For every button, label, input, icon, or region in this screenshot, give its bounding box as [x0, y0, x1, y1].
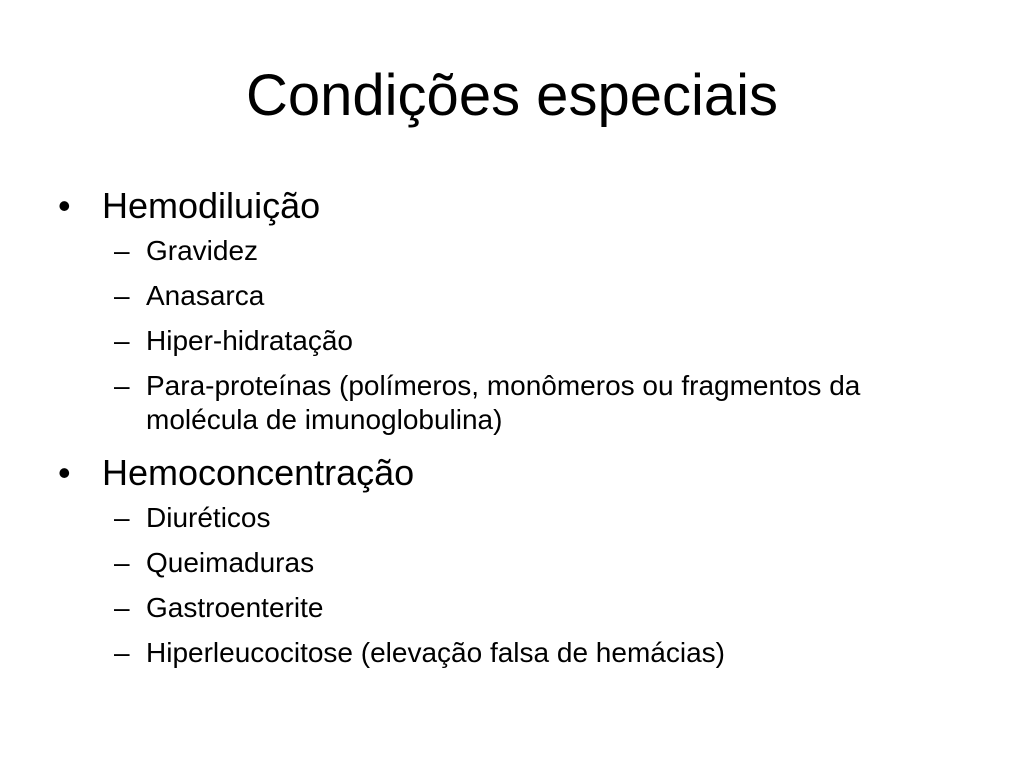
sub-item-label: Diuréticos — [146, 502, 271, 533]
sub-item — [58, 546, 958, 580]
dash-icon: – — [114, 637, 130, 668]
dash-icon: – — [114, 325, 130, 356]
bullet-item — [58, 182, 958, 230]
sub-item-label: Gastroenterite — [146, 592, 324, 623]
sub-item-label: Gravidez — [146, 235, 259, 266]
sub-item — [58, 234, 958, 268]
dash-icon: – — [114, 280, 130, 311]
sub-item — [58, 369, 958, 437]
sub-item-label: Hiperleucocitose (elevação falsa de hemácias) — [146, 637, 725, 668]
sub-item-label: Hiper-hidratação — [146, 325, 353, 356]
sub-item — [58, 324, 958, 358]
sub-item-label: Queimaduras — [146, 547, 315, 578]
dash-icon: – — [114, 502, 130, 533]
bullet-label: Hemoconcentração — [102, 452, 415, 493]
sub-item — [58, 501, 958, 535]
bullet-icon: • — [58, 185, 71, 226]
bullet-group-hemoconcentracao — [58, 449, 958, 670]
sub-list — [58, 501, 958, 670]
dash-icon: – — [114, 370, 130, 401]
bullet-item — [58, 449, 958, 497]
dash-icon: – — [114, 592, 130, 623]
slide-content — [58, 182, 958, 670]
sub-item-label: Para-proteínas (polímeros, monômeros ou fragmentos da molécula de imunoglobulina) — [146, 370, 861, 435]
bullet-label: Hemodiluição — [102, 185, 321, 226]
sub-item — [58, 591, 958, 625]
sub-item — [58, 279, 958, 313]
sub-list — [58, 234, 958, 437]
dash-icon: – — [114, 235, 130, 266]
slide-title: Condições especiais — [246, 63, 778, 128]
bullet-icon: • — [58, 452, 71, 493]
sub-item-label: Anasarca — [146, 280, 265, 311]
dash-icon: – — [114, 547, 130, 578]
sub-item — [58, 636, 958, 670]
bullet-group-hemodiluicao — [58, 182, 958, 437]
